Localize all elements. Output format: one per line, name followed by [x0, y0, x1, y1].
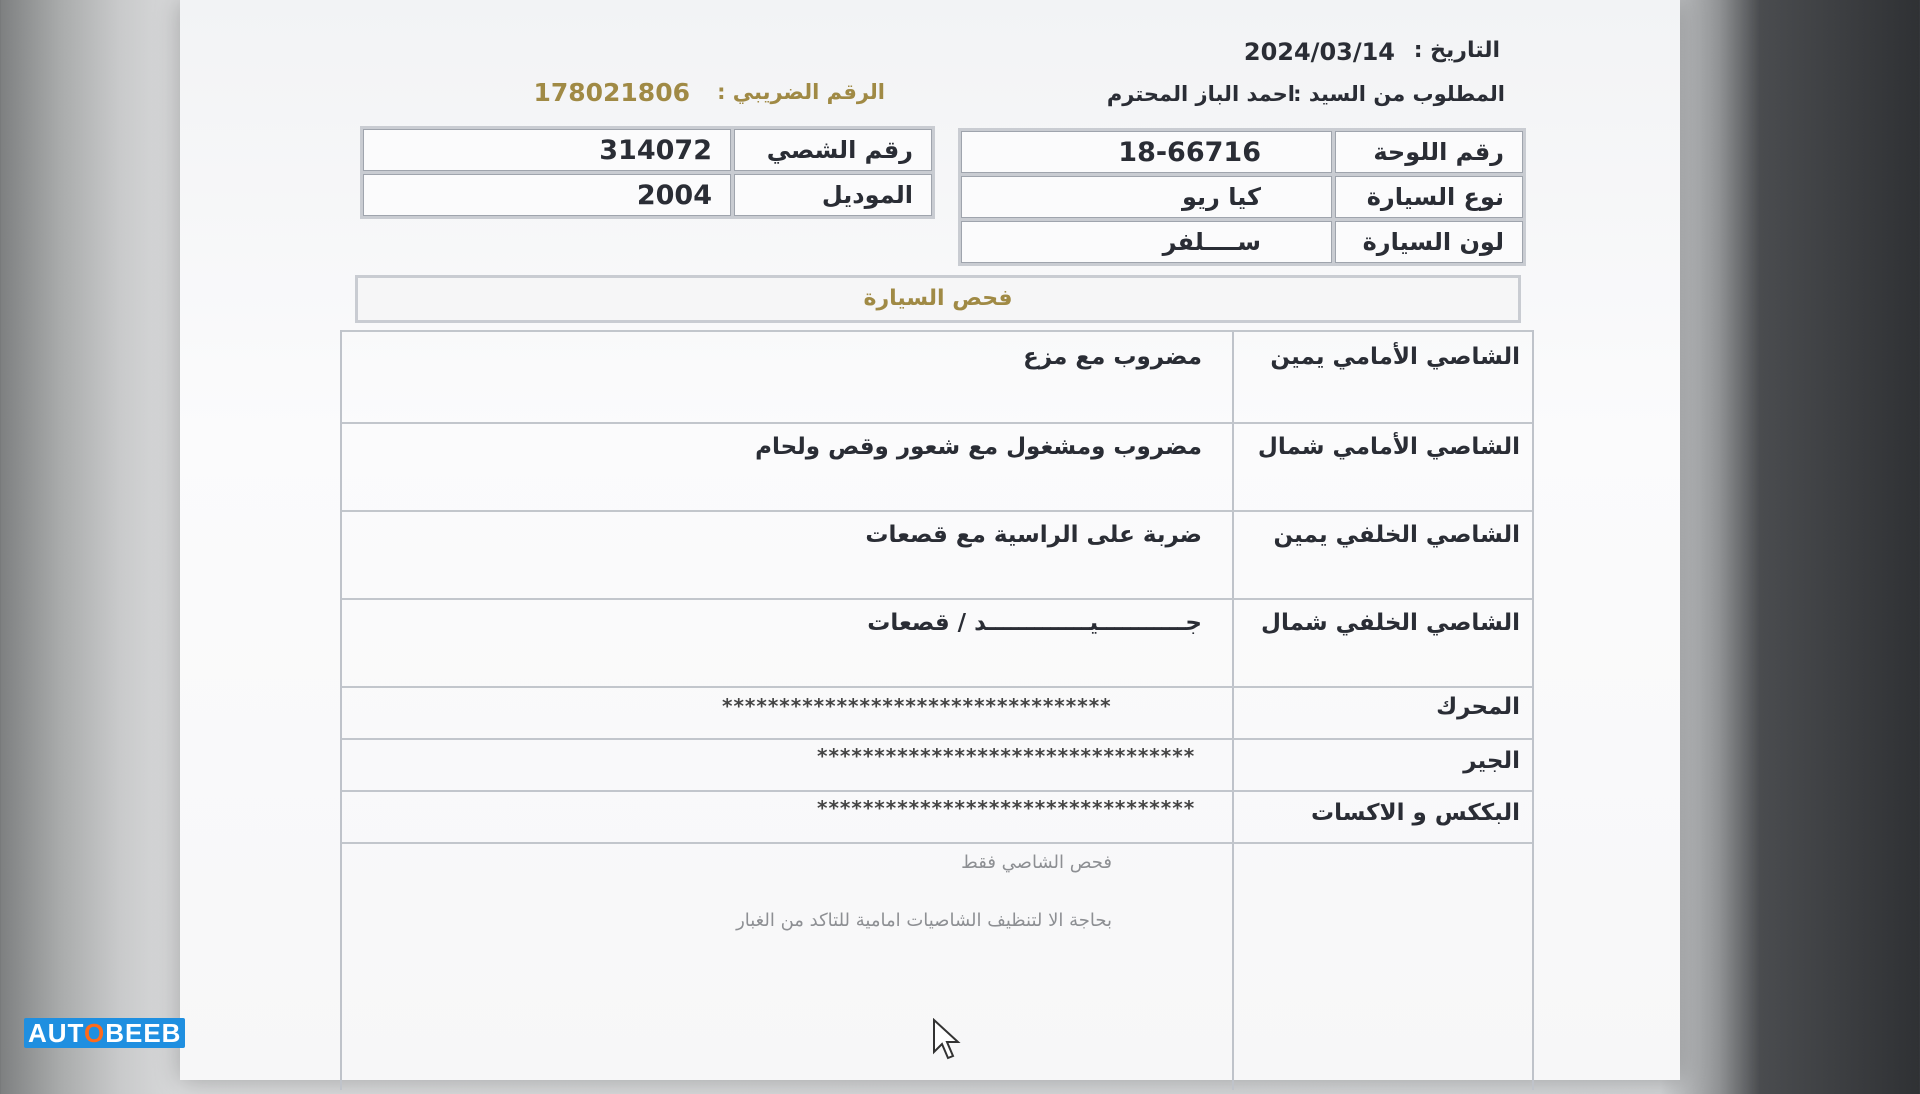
requested-value: احمد الباز المحترم	[1106, 82, 1295, 106]
inspection-grid	[340, 330, 1534, 1090]
row-label: المحرك	[1436, 694, 1520, 720]
autobeeb-logo: AUTOBEEB	[24, 1018, 185, 1048]
row-label: الشاصي الأمامي يمين	[1270, 344, 1520, 370]
vehicle-info-table	[958, 128, 1526, 266]
mouse-cursor-icon	[932, 1018, 962, 1060]
row-value: *********************************	[817, 796, 1196, 820]
table-row	[961, 131, 1523, 173]
table-row	[342, 598, 1532, 688]
plate-value: 18-66716	[961, 131, 1332, 173]
car-type-label: نوع السيارة	[1335, 176, 1523, 218]
plate-label: رقم اللوحة	[1335, 131, 1523, 173]
row-value: مضروب مع مزع	[1023, 344, 1202, 370]
date-value: 2024/03/14	[1243, 38, 1395, 66]
date-label: التاريخ :	[1413, 38, 1500, 63]
chassis-info-table	[360, 126, 935, 219]
row-value: *********************************	[817, 744, 1196, 768]
row-label: البككس و الاكسات	[1310, 800, 1520, 826]
table-row	[342, 686, 1532, 740]
row-label: الجير	[1463, 748, 1520, 774]
row-value: ضربة على الراسية مع قصعات	[865, 522, 1202, 548]
table-row	[363, 129, 932, 171]
table-row	[342, 790, 1532, 844]
table-row	[342, 422, 1532, 512]
table-row	[342, 738, 1532, 792]
tax-label: الرقم الضريبي :	[717, 80, 885, 104]
row-value: **********************************	[722, 694, 1112, 718]
model-label: الموديل	[734, 174, 932, 216]
table-row	[961, 221, 1523, 263]
car-type-value: كيا ريو	[961, 176, 1332, 218]
model-value: 2004	[363, 174, 731, 216]
table-row	[342, 330, 1532, 424]
row-label: الشاصي الخلفي يمين	[1273, 522, 1520, 548]
inspection-report-page	[180, 0, 1680, 1080]
row-value: جـــــــــــيـــــــــــــد / قصعات	[867, 610, 1202, 636]
note-line: بحاجة الا لتنظيف الشاصيات امامية للتاكد من الغبار	[736, 910, 1112, 931]
chassis-label: رقم الشصي	[734, 129, 932, 171]
car-color-label: لون السيارة	[1335, 221, 1523, 263]
row-label: الشاصي الخلفي شمال	[1260, 610, 1520, 636]
row-value: مضروب ومشغول مع شعور وقص ولحام	[755, 434, 1202, 460]
note-line: فحص الشاصي فقط	[961, 852, 1112, 873]
row-label: الشاصي الأمامي شمال	[1257, 434, 1520, 460]
tax-value: 178021806	[533, 78, 690, 107]
requested-label: المطلوب من السيد :	[1293, 82, 1505, 106]
table-row	[342, 510, 1532, 600]
chassis-value: 314072	[363, 129, 731, 171]
inspection-title: فحص السيارة	[355, 275, 1521, 323]
table-row	[961, 176, 1523, 218]
car-color-value: ســــلفر	[961, 221, 1332, 263]
table-row	[363, 174, 932, 216]
